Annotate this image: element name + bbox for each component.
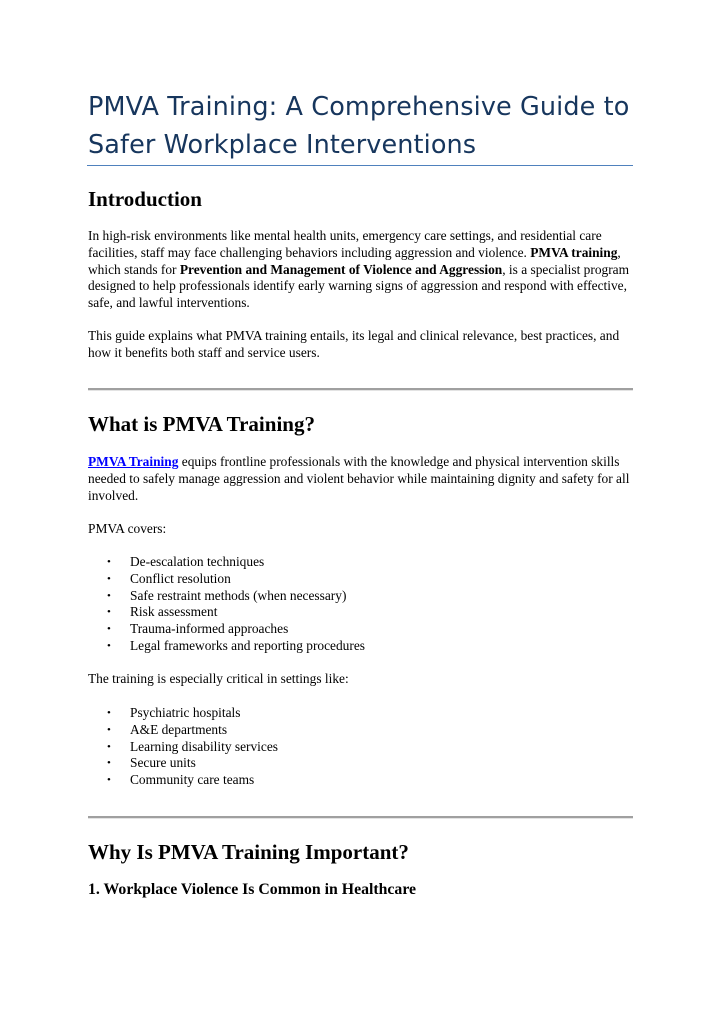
introduction-heading: Introduction <box>88 187 202 211</box>
workplace-violence-subheading: 1. Workplace Violence Is Common in Healthcare <box>88 881 417 898</box>
list-item <box>88 705 636 722</box>
list-item <box>88 554 636 571</box>
pmva-covers-label: PMVA covers: <box>88 521 167 536</box>
document-title: PMVA Training: A Comprehensive Guide to Safer Workplace Interventions <box>88 92 630 160</box>
intro-text-1: In high-risk environments like mental health units, emergency care settings, and residential care facilities, staff may face challenging behaviors including aggression and violence. <box>88 228 602 260</box>
list-item-text: Community care teams <box>130 772 255 788</box>
intro-text-3: , is a specialist program designed to help professionals identify early warning signs of aggression and respond with effective, safe, and lawful interventions. <box>88 261 630 311</box>
bullet-icon: • <box>107 606 111 619</box>
bullet-icon: • <box>107 757 111 770</box>
why-important-heading: Why Is PMVA Training Important? <box>88 840 409 864</box>
what-is-pmva-heading: What is PMVA Training? <box>88 412 315 436</box>
list-item-text: Secure units <box>130 755 196 771</box>
bullet-icon: • <box>107 623 111 636</box>
settings-list <box>88 705 636 789</box>
settings-label: The training is especially critical in settings like: <box>88 671 349 686</box>
pmva-full-name: Prevention and Management of Violence and Aggression <box>179 261 503 277</box>
pmva-training-link[interactable]: PMVA Training <box>88 454 179 469</box>
intro-text-2: , which stands for <box>88 244 621 277</box>
intro-paragraph-1 <box>88 228 636 312</box>
bullet-icon: • <box>107 572 111 585</box>
bullet-icon: • <box>107 556 111 568</box>
bullet-icon: • <box>107 707 111 719</box>
bullet-icon: • <box>107 774 111 787</box>
bullet-icon: • <box>107 589 111 602</box>
list-item <box>88 604 636 621</box>
bullet-icon: • <box>107 639 111 652</box>
covers-list <box>88 554 636 655</box>
list-item <box>88 588 636 605</box>
list-item-text: Risk assessment <box>130 604 218 620</box>
list-item-text: Psychiatric hospitals <box>130 705 241 720</box>
intro-paragraph-2: This guide explains what PMVA training entails, its legal and clinical relevance, best practices, and how it benefits both staff and service users. <box>88 328 620 360</box>
list-item-text: Safe restraint methods (when necessary) <box>130 587 347 603</box>
what-text-rest: equips frontline professionals with the knowledge and physical intervention skills needed to safely manage aggression and violent behavior while maintaining dignity and safety for all involved. <box>88 454 630 503</box>
list-item-text: Trauma-informed approaches <box>130 621 289 637</box>
list-item-text: Learning disability services <box>130 738 278 754</box>
section-divider-2 <box>88 816 633 819</box>
list-item <box>88 638 636 655</box>
section-divider-1 <box>88 388 633 391</box>
list-item <box>88 722 636 739</box>
list-item-text: A&E departments <box>130 721 228 737</box>
list-item <box>88 772 636 789</box>
title-underline <box>87 165 633 166</box>
list-item <box>88 739 636 756</box>
list-item-text: Conflict resolution <box>130 570 231 586</box>
list-item-text: De-escalation techniques <box>130 554 265 569</box>
list-item <box>88 571 636 588</box>
list-item-text: Legal frameworks and reporting procedures <box>130 637 365 653</box>
bullet-icon: • <box>107 740 111 753</box>
pmva-training-term: PMVA training <box>530 244 618 260</box>
what-paragraph-1 <box>88 454 636 504</box>
list-item <box>88 755 636 772</box>
bullet-icon: • <box>107 723 111 736</box>
list-item <box>88 621 636 638</box>
